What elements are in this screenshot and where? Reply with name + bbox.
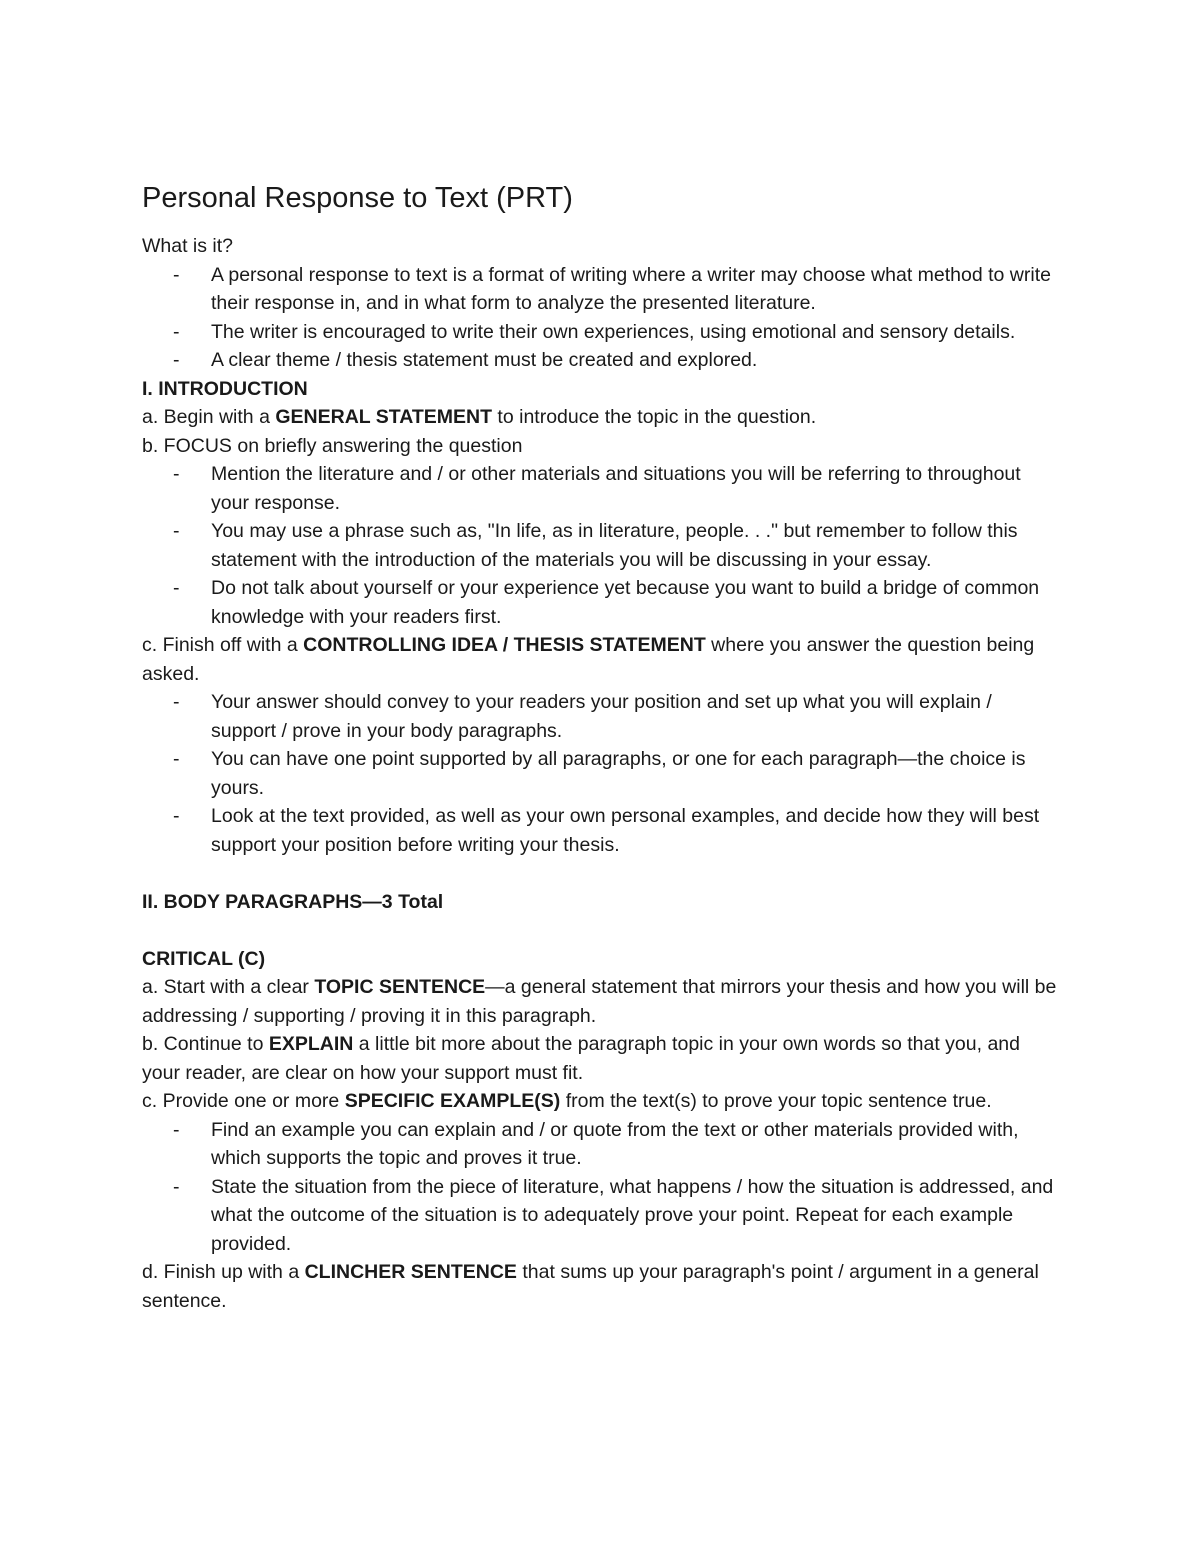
body-item-c: c. Provide one or more SPECIFIC EXAMPLE(S) from the text(s) to prove your topic sentence true.: [142, 1090, 992, 1112]
dash-marker: -: [173, 520, 180, 542]
spacer: [142, 916, 1060, 945]
dash-marker: -: [173, 349, 180, 371]
dash-marker: -: [173, 320, 180, 343]
dash-marker: -: [173, 263, 180, 286]
intro-bullet-list: [142, 261, 1060, 375]
intro-b-bullet-list: [142, 460, 1060, 631]
intro-item-b: b. FOCUS on briefly answering the question: [142, 434, 523, 457]
spacer: [142, 859, 1060, 888]
list-item: - Mention the literature and / or other materials and situations you will be referring to throughout your response.: [142, 460, 1060, 517]
list-item: - State the situation from the piece of literature, what happens / how the situation is addressed, and what the outcome of the situation is to adequately prove your point. Repeat for each example provided.: [142, 1173, 1060, 1259]
section-heading-body-paragraphs: II. BODY PARAGRAPHS—3 Total: [142, 890, 444, 913]
dash-marker: -: [173, 1118, 180, 1141]
list-item: - The writer is encouraged to write their own experiences, using emotional and sensory details.: [142, 318, 1060, 347]
list-item: - You can have one point supported by all paragraphs, or one for each paragraph—the choice is yours.: [142, 745, 1060, 802]
list-item: - Look at the text provided, as well as your own personal examples, and decide how they will best support your position before writing your thesis.: [142, 802, 1060, 859]
page-title: Personal Response to Text (PRT): [142, 182, 573, 214]
list-item: - Find an example you can explain and / or quote from the text or other materials provided with, which supports the topic and proves it true.: [142, 1116, 1060, 1173]
subheading-critical: CRITICAL (C): [142, 947, 266, 970]
dash-marker: -: [173, 805, 180, 827]
dash-marker: -: [173, 691, 180, 713]
body-item-b: b. Continue to EXPLAIN a little bit more about the paragraph topic in your own words so that you, and your reader, are clear on how your support must fit.: [142, 1033, 1020, 1084]
intro-item-a: a. Begin with a GENERAL STATEMENT to introduce the topic in the question.: [142, 406, 817, 428]
list-item: - A personal response to text is a format of writing where a writer may choose what method to write their response in, and in what form to analyze the presented literature.: [142, 261, 1060, 318]
dash-marker: -: [173, 1175, 180, 1198]
section-heading-introduction: I. INTRODUCTION: [142, 377, 308, 400]
intro-c-bullet-list: [142, 688, 1060, 859]
list-item: - You may use a phrase such as, "In life, as in literature, people. . ." but remember to follow this statement with the introduction of the materials you will be discussing in your essay.: [142, 517, 1060, 574]
body-item-d: d. Finish up with a CLINCHER SENTENCE that sums up your paragraph's point / argument in a general sentence.: [142, 1261, 1039, 1312]
intro-item-c: c. Finish off with a CONTROLLING IDEA / THESIS STATEMENT where you answer the question being asked.: [142, 634, 1035, 685]
dash-marker: -: [173, 463, 180, 485]
list-item: - A clear theme / thesis statement must be created and explored.: [142, 346, 1060, 375]
body-item-a: a. Start with a clear TOPIC SENTENCE—a general statement that mirrors your thesis and how you will be addressing / supporting / proving it in this paragraph.: [142, 976, 1057, 1027]
list-item: - Do not talk about yourself or your experience yet because you want to build a bridge of common knowledge with your readers first.: [142, 574, 1060, 631]
dash-marker: -: [173, 577, 180, 599]
what-is-it-question: What is it?: [142, 235, 234, 257]
list-item: - Your answer should convey to your readers your position and set up what you will explain / support / prove in your body paragraphs.: [142, 688, 1060, 745]
dash-marker: -: [173, 748, 180, 770]
body-c-bullet-list: [142, 1116, 1060, 1259]
document-body: [142, 180, 1060, 1315]
